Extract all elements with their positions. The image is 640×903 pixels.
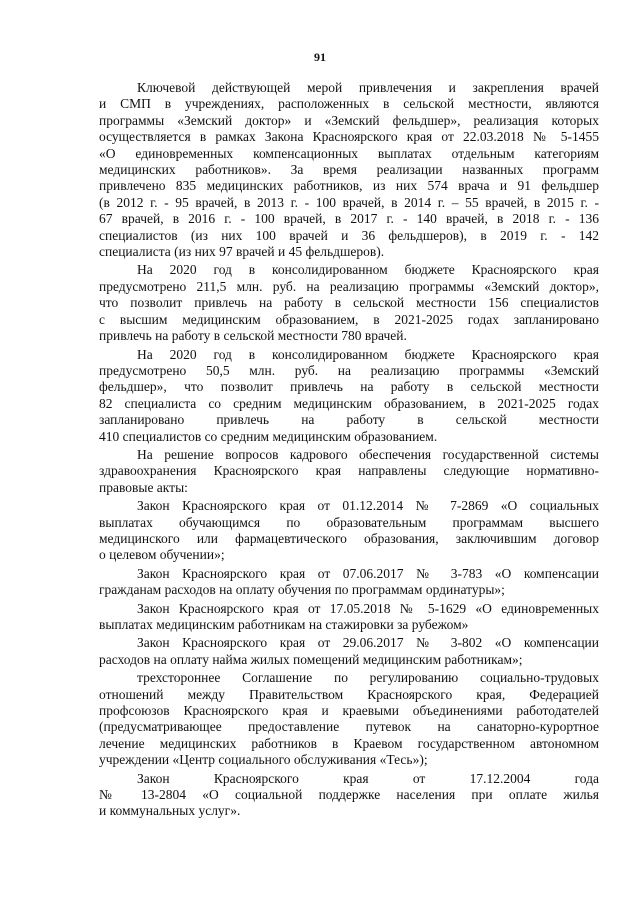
- text-line: специалиста (из них 97 врачей и 45 фельдшеров).: [99, 244, 385, 260]
- text-line: 67 врачей, в 2016 г. - 100 врачей, в 2017 г. - 140 врачей, в 2018 г. - 136: [99, 211, 599, 227]
- paragraph: [99, 670, 599, 768]
- text-line: На 2020 год в консолидированном бюджете Красноярского края: [137, 262, 599, 278]
- page-number: 91: [314, 50, 326, 64]
- text-line: учреждении «Центр социального обслуживания «Тесь»);: [99, 752, 428, 768]
- text-line: № 13-2804 «О социальной поддержке населения при оплате жилья: [99, 787, 599, 803]
- text-line: здравоохранения Красноярского края направлены следующие нормативно-: [99, 463, 599, 479]
- text-line: Закон Красноярского края от 07.06.2017 № 3-783 «О компенсации: [137, 565, 599, 581]
- paragraph: [99, 566, 599, 599]
- text-line: фельдшер», что позволит привлечь на работу в сельской местности: [99, 379, 599, 395]
- text-line: Закон Красноярского края от 01.12.2014 № 7-2869 «О социальных: [137, 498, 599, 514]
- text-line: предусмотрено 50,5 млн. руб. на реализацию программы «Земский: [99, 362, 599, 378]
- text-line: запланировано привлечь на работу в сельской местности: [99, 412, 599, 428]
- text-line: привлечено 835 медицинских работников, из них 574 врача и 91 фельдшер: [99, 178, 599, 194]
- text-line: Ключевой действующей мерой привлечения и закрепления врачей: [137, 80, 599, 95]
- text-line: о целевом обучении»;: [99, 547, 225, 563]
- text-line: выплатах обучающимся по образовательным программам высшего: [99, 514, 599, 530]
- text-line: программы «Земский доктор» и «Земский фельдшер», реализация которых: [99, 112, 599, 128]
- paragraph: [99, 347, 599, 445]
- text-line: правовые акты:: [99, 479, 188, 495]
- text-line: отношений между Правительством Красноярского края, Федерацией: [99, 686, 599, 702]
- text-line: медицинских работников». За время реализации названных программ: [99, 162, 599, 178]
- paragraph: [99, 771, 599, 820]
- text-line: с высшим медицинским образованием, в 2021-2025 годах запланировано: [99, 311, 599, 327]
- text-line: и СМП в учреждениях, расположенных в сельской местности, являются: [99, 96, 599, 112]
- paragraph: [99, 447, 599, 496]
- paragraph: [99, 80, 599, 260]
- text-line: (предусматривающее предоставление путевок на санаторно-курортное: [99, 719, 599, 735]
- text-line: лечение медицинских работников в Краевом государственном автономном: [99, 735, 599, 751]
- text-line: специалистов (из них 100 врачей и 36 фельдшеров), в 2019 г. - 142: [99, 227, 599, 243]
- text-line: привлечь на работу в сельской местности 780 врачей.: [99, 328, 407, 344]
- paragraph: [99, 601, 599, 634]
- paragraph: [99, 262, 599, 344]
- text-line: Закон Красноярского края от 17.12.2004 года: [137, 770, 599, 786]
- text-line: На решение вопросов кадрового обеспечения государственной системы: [137, 446, 599, 462]
- text-line: осуществляется в рамках Закона Красноярского края от 22.03.2018 № 5-1455: [99, 129, 599, 145]
- paragraph: [99, 635, 599, 668]
- text-line: медицинского или фармацевтического образования, заключившим договор: [99, 530, 599, 546]
- text-line: выплатах медицинским работникам на стажировки за рубежом»: [99, 617, 469, 632]
- text-line: что позволит привлечь на работу в сельской местности 156 специалистов: [99, 295, 599, 311]
- text-line: На 2020 год в консолидированном бюджете Красноярского края: [137, 346, 599, 362]
- text-line: трехстороннее Соглашение по регулированию социально-трудовых: [137, 670, 599, 686]
- text-line: расходов на оплату найма жилых помещений медицинским работникам»;: [99, 651, 523, 667]
- text-line: гражданам расходов на оплату обучения по программам ординатуры»;: [99, 582, 505, 598]
- document-body: [99, 80, 599, 822]
- text-line: «О единовременных компенсационных выплатах отдельным категориям: [99, 145, 599, 161]
- text-line: Закон Красноярского края от 29.06.2017 № 3-802 «О компенсации: [137, 635, 599, 651]
- text-line: Закон Красноярского края от 17.05.2018 № 5-1629 «О единовременных: [137, 600, 599, 616]
- text-line: 410 специалистов со средним медицинским образованием.: [99, 428, 438, 444]
- text-line: профсоюзов Красноярского края и краевыми объединениями работодателей: [99, 703, 599, 719]
- text-line: предусмотрено 211,5 млн. руб. на реализацию программы «Земский доктор»,: [99, 278, 599, 294]
- text-line: (в 2012 г. - 95 врачей, в 2013 г. - 100 врачей, в 2014 г. – 55 врачей, в 2015 г. -: [99, 194, 599, 210]
- text-line: и коммунальных услуг».: [99, 803, 241, 819]
- text-line: 82 специалиста со средним медицинским образованием, в 2021-2025 годах: [99, 395, 599, 411]
- paragraph: [99, 498, 599, 564]
